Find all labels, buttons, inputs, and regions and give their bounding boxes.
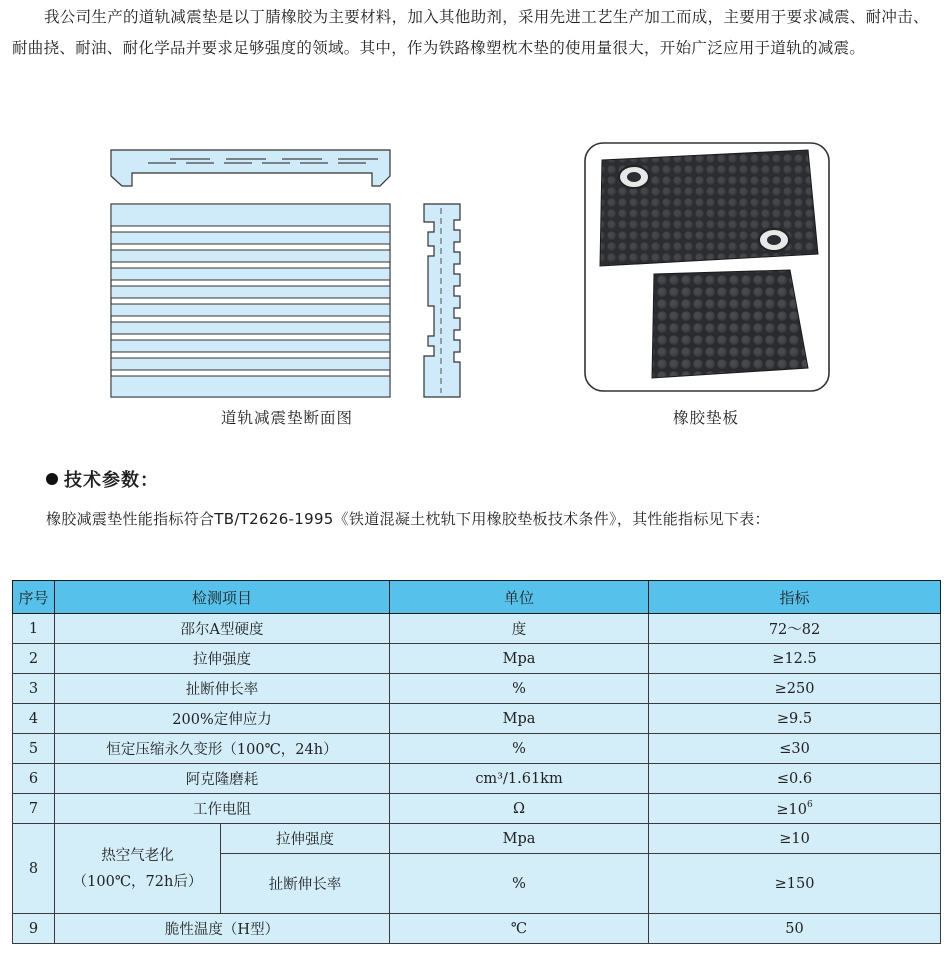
section-heading [46, 466, 159, 492]
table-row [13, 704, 941, 734]
cell-no: 3 [13, 674, 55, 704]
cell-value: ≤0.6 [649, 764, 941, 794]
pad-top-profile [111, 150, 390, 186]
header-no: 序号 [13, 581, 55, 614]
cell-value: ≥9.5 [649, 704, 941, 734]
table-row [13, 914, 941, 944]
cell-value: ≥250 [649, 674, 941, 704]
cell-unit: Mpa [390, 824, 649, 854]
cell-item: 扯断伸长率 [55, 674, 390, 704]
cell-value [649, 794, 941, 824]
table-row [13, 764, 941, 794]
cell-item: 阿克隆磨耗 [55, 764, 390, 794]
cell-no: 2 [13, 644, 55, 674]
cell-group-item [55, 824, 221, 914]
cell-item: 工作电阻 [55, 794, 390, 824]
spec-table [12, 580, 941, 944]
rubber-pad-small [652, 270, 808, 378]
cell-no: 7 [13, 794, 55, 824]
table-row [13, 734, 941, 764]
cell-unit: cm³/1.61km [390, 764, 649, 794]
value-base: ≥10 [776, 801, 807, 818]
cell-value: ≥150 [649, 854, 941, 914]
cell-unit: Mpa [390, 704, 649, 734]
header-item: 检测项目 [55, 581, 390, 614]
cell-sub-item: 拉伸强度 [221, 824, 390, 854]
cell-no: 9 [13, 914, 55, 944]
cell-no: 8 [13, 824, 55, 914]
cell-unit: Ω [390, 794, 649, 824]
header-value: 指标 [649, 581, 941, 614]
cell-no: 6 [13, 764, 55, 794]
table-row [13, 824, 941, 854]
intro-paragraph: 我公司生产的道轨减震垫是以丁腈橡胶为主要材料，加入其他助剂，采用先进工艺生产加工而成，主要用于要求减震、耐冲击、耐曲挠、耐油、耐化学品并要求足够强度的领域。其中，作为铁路橡塑枕木垫的使用量很大，开始广泛应用于道轨的减震。 [12, 8, 929, 57]
cell-no: 1 [13, 614, 55, 644]
rail-pad-section-diagram [108, 146, 468, 401]
header-unit: 单位 [390, 581, 649, 614]
cell-unit: % [390, 734, 649, 764]
cell-value: ≤30 [649, 734, 941, 764]
cell-unit: % [390, 674, 649, 704]
table-row [13, 794, 941, 824]
cell-unit: ℃ [390, 914, 649, 944]
standard-note: 橡胶减震垫性能指标符合TB/T2626-1995《铁道混凝土枕轨下用橡胶垫板技术条件》，其性能指标见下表： [46, 510, 770, 528]
cell-value: 72～82 [649, 614, 941, 644]
cell-no: 5 [13, 734, 55, 764]
cell-sub-item: 扯断伸长率 [221, 854, 390, 914]
table-header-row [13, 581, 941, 614]
cell-value: ≥12.5 [649, 644, 941, 674]
cell-item: 200%定伸应力 [55, 704, 390, 734]
cell-value: 50 [649, 914, 941, 944]
cell-item: 脆性温度（H型） [55, 914, 390, 944]
cell-no: 4 [13, 704, 55, 734]
value-exponent: 6 [806, 799, 813, 810]
group-line-1: 热空气老化 [101, 847, 174, 864]
cell-item: 拉伸强度 [55, 644, 390, 674]
left-figure-caption: 道轨减震垫断面图 [220, 409, 353, 427]
table-row [13, 614, 941, 644]
cell-unit: % [390, 854, 649, 914]
bullet-icon [46, 473, 58, 485]
rubber-pad-photo [584, 142, 830, 392]
cell-value: ≥10 [649, 824, 941, 854]
pad-side-profile [424, 204, 460, 397]
cell-unit: Mpa [390, 644, 649, 674]
right-figure-caption: 橡胶垫板 [672, 409, 739, 427]
table-row [13, 674, 941, 704]
section-title-text: 技术参数： [64, 470, 159, 491]
cell-item: 邵尔A型硬度 [55, 614, 390, 644]
table-row [13, 644, 941, 674]
cell-item: 恒定压缩永久变形（100℃，24h） [55, 734, 390, 764]
cell-unit: 度 [390, 614, 649, 644]
group-line-2: （100℃，72h后） [72, 873, 203, 890]
